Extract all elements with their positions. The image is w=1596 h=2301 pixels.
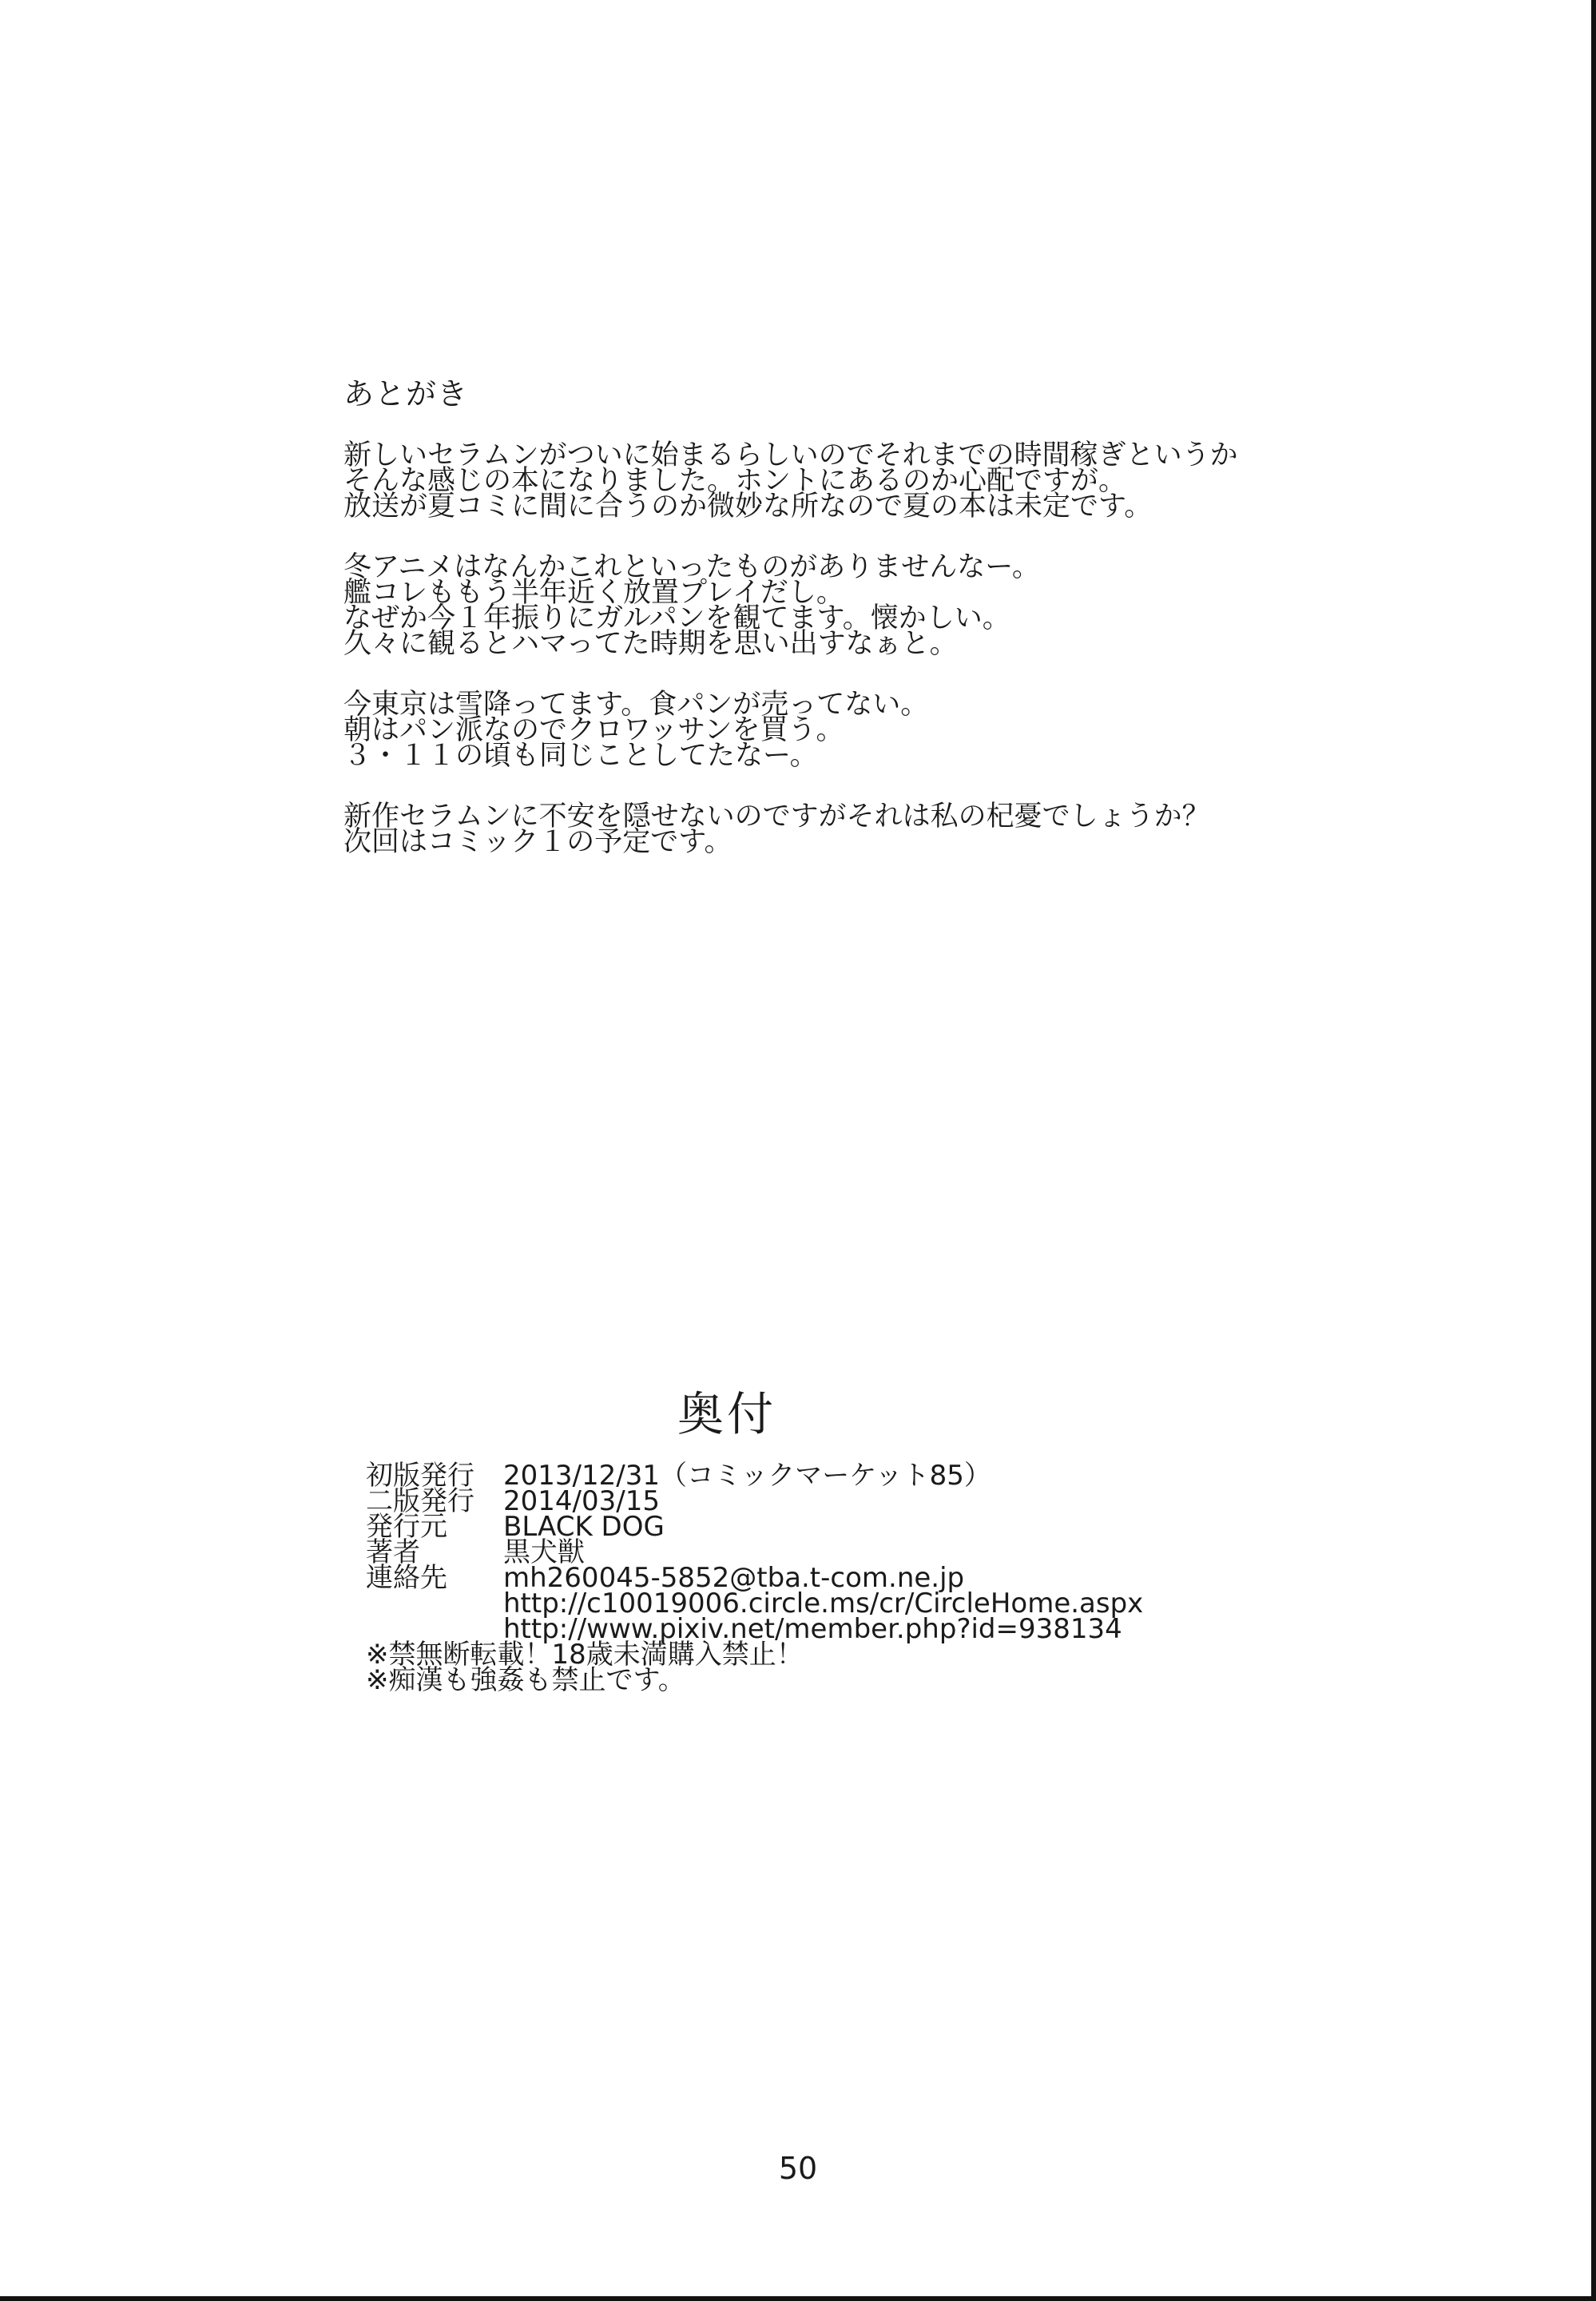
afterword-paragraph xyxy=(343,689,1366,772)
afterword-paragraph xyxy=(343,801,1366,858)
row-label: 著者 xyxy=(366,1536,420,1568)
colophon-title: 奥付 xyxy=(677,1387,777,1441)
colophon-row-second-edition xyxy=(366,1485,1143,1517)
afterword-paragraph xyxy=(343,439,1366,523)
text-line: ３・１１の頃も同じことしてたなー。 xyxy=(343,740,818,772)
text-line: 放送が夏コミに間に合うのか微妙な所なので夏の本は未定です。 xyxy=(343,491,1153,523)
colophon-row-first-edition xyxy=(366,1460,1143,1492)
colophon-row-publisher xyxy=(366,1511,1143,1543)
row-label: 連絡先 xyxy=(366,1562,447,1594)
row-value: 黒犬獣 xyxy=(503,1536,585,1568)
row-value: 2014/03/15 xyxy=(503,1485,660,1517)
row-label: 初版発行 xyxy=(366,1460,474,1492)
text-line: なぜか今１年振りにガルパンを観てます。懐かしい。 xyxy=(343,602,1010,634)
text-line: そんな感じの本になりました。ホントにあるのか心配ですが。 xyxy=(343,465,1127,497)
page-number: 50 xyxy=(778,2151,818,2186)
colophon-details xyxy=(366,1460,1144,1696)
afterword-paragraph xyxy=(343,551,1366,660)
text-line: 今東京は雪降ってます。食パンが売ってない。 xyxy=(343,689,929,721)
row-value: 2013/12/31（コミックマーケット85） xyxy=(503,1460,991,1492)
notice-line: ※痴漢も強姦も禁止です。 xyxy=(366,1664,685,1696)
row-label: 二版発行 xyxy=(366,1485,474,1517)
row-label: 発行元 xyxy=(366,1511,447,1543)
page-edge-bottom xyxy=(0,2296,1596,2301)
row-value: BLACK DOG xyxy=(503,1511,665,1543)
text-line: 久々に観るとハマってた時期を思い出すなぁと。 xyxy=(343,628,958,660)
notice-line: ※禁無断転載！18歳未満購入禁止！ xyxy=(366,1639,804,1671)
text-line: 新しいセラムンがついに始まるらしいのでそれまでの時間稼ぎというか xyxy=(343,439,1238,471)
afterword-section xyxy=(343,374,1366,890)
text-line: 艦コレももう半年近く放置プレイだし。 xyxy=(343,577,844,609)
text-line: 冬アニメはなんかこれといったものがありませんなー。 xyxy=(343,551,1040,583)
text-line: 朝はパン派なのでクロワッサンを買う。 xyxy=(343,714,844,746)
text-line: 次回はコミック１の予定です。 xyxy=(343,826,732,858)
circle-url: http://c10019006.circle.ms/cr/CircleHome.aspx xyxy=(503,1588,1144,1619)
text-line: 新作セラムンに不安を隠せないのですがそれは私の杞憂でしょうか？ xyxy=(343,801,1210,833)
contact-email: mh260045-5852@tba.t-com.ne.jp xyxy=(503,1562,965,1594)
afterword-title: あとがき xyxy=(343,376,469,411)
pixiv-url: http://www.pixiv.net/member.php?id=938134 xyxy=(503,1613,1122,1645)
page-edge-right xyxy=(1591,0,1596,2301)
